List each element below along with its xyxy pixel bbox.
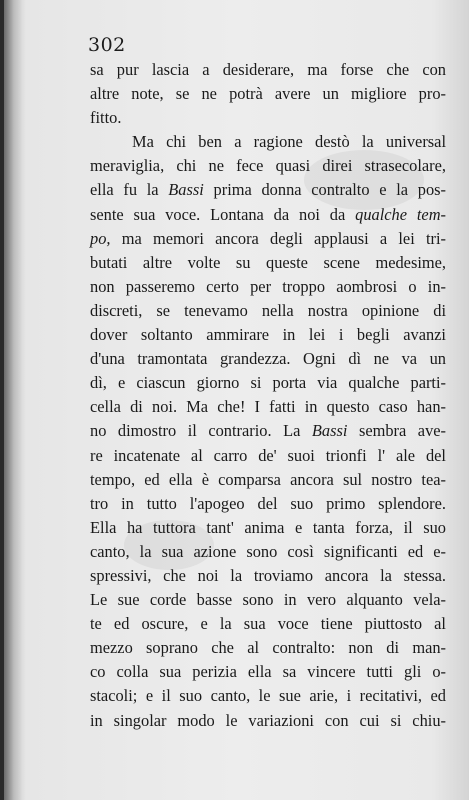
italic-text-segment: Bassi <box>168 180 204 200</box>
text-line <box>90 419 446 443</box>
text-line <box>90 709 446 733</box>
text-line <box>90 468 446 492</box>
text-segment: te ed oscure, e la sua voce tiene piuttosto al <box>90 614 446 634</box>
text-segment: ella fu la <box>90 180 169 200</box>
text-segment: co colla sua perizia ella sa vincere tutti gli o- <box>90 662 446 682</box>
text-line <box>90 492 446 516</box>
text-line <box>90 347 446 371</box>
binding-gutter-shadow <box>4 0 26 800</box>
body-text <box>90 58 446 733</box>
text-segment: ma memori ancora degli applausi a lei tri- <box>110 228 446 248</box>
text-segment: canto, la sua azione sono così significanti ed e- <box>90 541 446 561</box>
text-segment: fitto. <box>90 108 122 128</box>
text-segment: sembra ave- <box>347 421 447 441</box>
text-line <box>90 540 446 564</box>
text-segment: prima donna contralto e la pos- <box>203 180 446 200</box>
text-line <box>90 323 446 347</box>
text-segment: meraviglia, chi ne fece quasi direi strasecolare, <box>90 156 446 176</box>
text-line <box>90 371 446 395</box>
text-segment: non passeremo certo per troppo aombrosi o in- <box>90 276 446 296</box>
italic-text-segment: Bassi <box>311 421 348 441</box>
text-line <box>90 588 446 612</box>
text-line <box>90 106 446 130</box>
text-segment: in singolar modo le variazioni con cui si chiu- <box>90 710 446 730</box>
text-line <box>90 130 446 154</box>
text-segment: Ma chi ben a ragione destò la universal <box>132 132 446 152</box>
page-number: 302 <box>88 34 126 56</box>
text-line <box>90 154 446 178</box>
text-line <box>90 203 446 227</box>
text-line <box>90 58 446 82</box>
italic-text-segment: po, <box>90 228 111 248</box>
text-line <box>90 636 446 660</box>
text-segment: no dimostro il contrario. La <box>90 421 312 441</box>
text-segment: discreti, se tenevamo nella nostra opinione di <box>90 300 446 320</box>
text-segment: tro in tutto l'apogeo del suo primo splendore. <box>90 493 446 513</box>
text-segment: altre note, se ne potrà avere un migliore pro- <box>90 84 446 104</box>
text-segment: spressivi, che noi la troviamo ancora la stessa. <box>90 565 446 585</box>
text-segment: Ella ha tuttora tant' anima e tanta forza, il suo <box>90 517 446 537</box>
text-segment: tempo, ed ella è comparsa ancora sul nostro tea- <box>90 469 446 489</box>
text-segment: stacoli; e il suo canto, le sue arie, i recitativi, ed <box>90 686 446 706</box>
text-line <box>90 227 446 251</box>
text-line <box>90 660 446 684</box>
text-segment: dì, e ciascun giorno si porta via qualche parti- <box>90 373 446 393</box>
text-line <box>90 251 446 275</box>
text-segment: Le sue corde basse sono in vero alquanto vela- <box>90 590 446 610</box>
text-segment: re incatenate al carro de' suoi trionfi l' ale del <box>90 445 446 465</box>
text-line <box>90 395 446 419</box>
text-segment: butati altre volte su queste scene medesime, <box>90 252 446 272</box>
text-segment: cella di noi. Ma che! I fatti in questo caso han- <box>90 397 446 417</box>
text-line <box>90 684 446 708</box>
text-segment: dover soltanto ammirare in lei i begli avanzi <box>90 325 446 345</box>
text-segment: sa pur lascia a desiderare, ma forse che con <box>90 60 446 79</box>
text-line <box>90 82 446 106</box>
text-segment: mezzo soprano che al contralto: non di man- <box>90 638 446 658</box>
text-line <box>90 299 446 323</box>
text-line <box>90 178 446 202</box>
text-line <box>90 564 446 588</box>
text-segment: d'una tramontata grandezza. Ogni dì ne va un <box>90 349 446 369</box>
text-line <box>90 516 446 540</box>
book-page <box>4 0 469 800</box>
text-line <box>90 275 446 299</box>
text-line <box>90 444 446 468</box>
text-segment: sente sua voce. Lontana da noi da <box>90 204 356 224</box>
italic-text-segment: qualche tem- <box>355 204 447 224</box>
text-line <box>90 612 446 636</box>
